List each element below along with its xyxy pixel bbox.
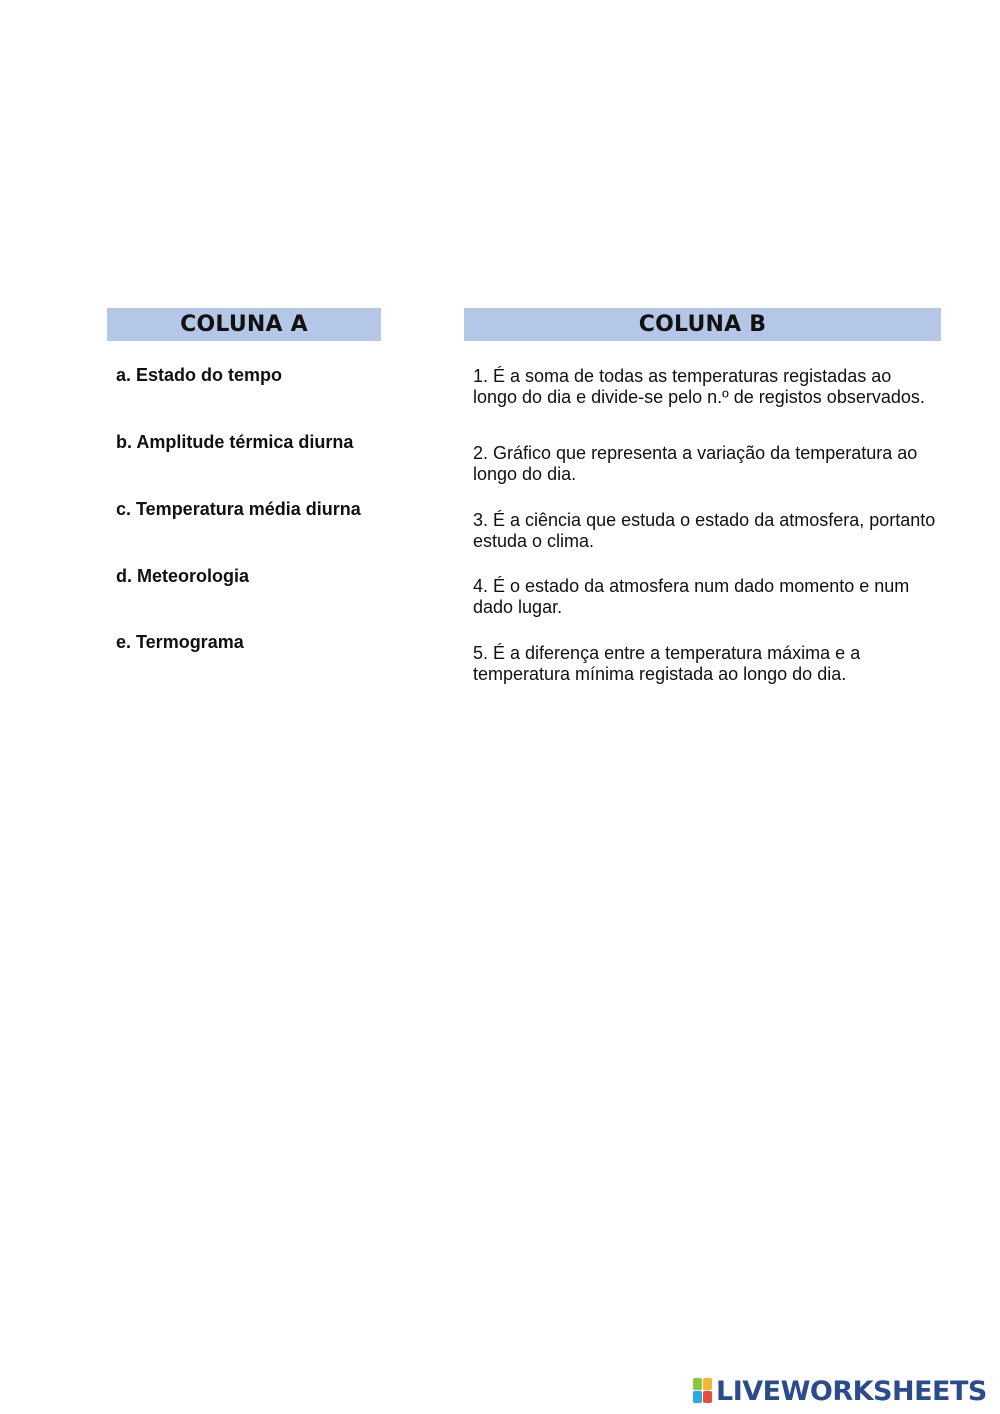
coluna-a-item-b: b. Amplitude térmica diurna xyxy=(116,432,354,452)
logo-text: LIVEWORKSHEETS xyxy=(716,1375,987,1407)
coluna-a-item-a: a. Estado do tempo xyxy=(116,365,283,385)
liveworksheets-logo-icon xyxy=(693,1378,713,1404)
coluna-b-header: COLUNA B xyxy=(464,308,941,341)
coluna-b-item-3: 3. É a ciência que estuda o estado da atmosfera, portanto estuda o clima. xyxy=(473,510,936,551)
coluna-b-item-5: 5. É a diferença entre a temperatura máxima e a temperatura mínima registada ao longo do dia. xyxy=(473,643,861,684)
coluna-a-item-e: e. Termograma xyxy=(116,632,244,652)
coluna-b-item-1: 1. É a soma de todas as temperaturas registadas ao longo do dia e divide-se pelo n.º de registos observados. xyxy=(473,366,925,407)
liveworksheets-logo xyxy=(693,1375,987,1407)
coluna-b-item-2: 2. Gráfico que representa a variação da temperatura ao longo do dia. xyxy=(473,443,918,484)
coluna-b-item-4: 4. É o estado da atmosfera num dado momento e num dado lugar. xyxy=(473,576,910,617)
coluna-a-item-c: c. Temperatura média diurna xyxy=(116,499,361,519)
coluna-a-header: COLUNA A xyxy=(107,308,381,341)
coluna-a-item-d: d. Meteorologia xyxy=(116,566,250,586)
